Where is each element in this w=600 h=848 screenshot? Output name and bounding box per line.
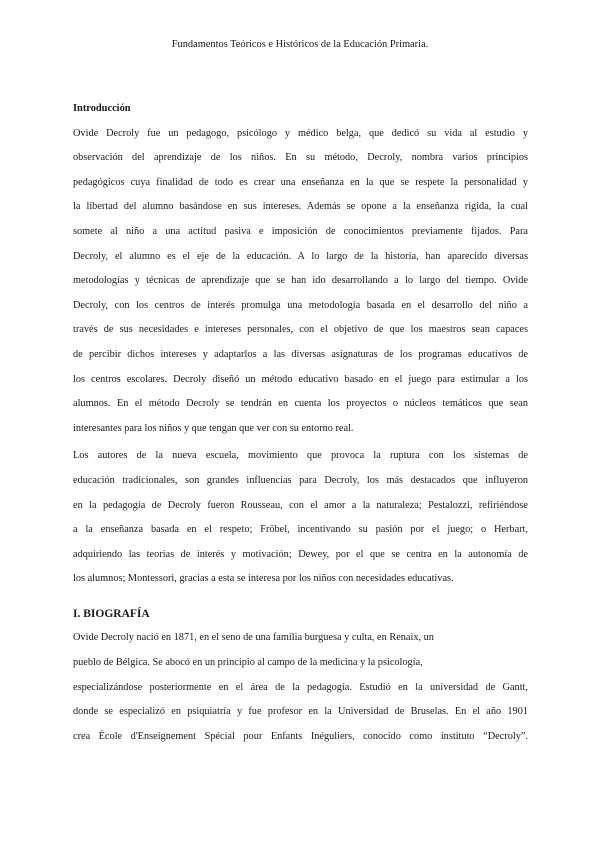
text-line: educación tradicionales, son grandes influencias para Decroly, los más destacados que influyeron xyxy=(73,474,528,486)
text-line: pueblo de Bélgica. Se abocó en un principio al campo de la medicina y la psicología, xyxy=(73,657,423,669)
text-line: la libertad del alumno basándose en sus intereses. Además se opone a la enseñanza rígida, la cual xyxy=(73,201,528,213)
text-line: Los autores de la nueva escuela, movimiento que provoca la ruptura con los sistemas de xyxy=(73,450,528,462)
text-line: observación del aprendizaje de los niños. En su método, Decroly, nombra varios principios xyxy=(73,152,528,164)
introduction-paragraph-2 xyxy=(73,444,528,592)
text-line: Ovide Decroly fue un pedagogo, psicólogo y médico belga, que dedicó su vida al estudio y xyxy=(73,127,528,139)
text-line: adquiriendo las teorías de interés y motivación; Dewey, por el que se centra en la autonomía de xyxy=(73,548,528,560)
text-line: Decroly, con los centros de interés promulga una metodología basada en el desarrollo del niño a xyxy=(73,299,528,311)
text-line: Decroly, el alumno es el eje de la educación. A lo largo de la historia, han aparecido diversas xyxy=(73,250,528,262)
text-line: a la enseñanza basada en el respeto; Fröbel, incentivando su pasión por el juego; o Herbart, xyxy=(73,524,528,536)
text-line: crea École d'Enseignement Spécial pour Enfants Inéguliers, conocido como instituto “Decroly”. xyxy=(73,730,528,742)
biography-paragraph-1 xyxy=(73,626,528,749)
text-line: alumnos. En el método Decroly se tendrán en cuenta los proyectos o núcleos temáticos que sean xyxy=(73,398,528,410)
text-line: metodologías y técnicas de aprendizaje que se han ido desarrollando a lo largo del tiempo. Ovide xyxy=(73,275,528,287)
text-line: pedagógicos cuya finalidad de todo es crear una enseñanza en la que se respete la personalidad y xyxy=(73,176,528,188)
text-line: somete al niño a una actitud pasiva e imposición de conocimientos previamente fijados. Para xyxy=(73,225,528,237)
introduction-paragraph-1 xyxy=(73,122,528,442)
text-line: especializándose posteriormente en el área de la pedagogía. Estudió en la universidad de Gantt, xyxy=(73,681,528,693)
text-line: de percibir dichos intereses y adaptarlos a las diversas asignaturas de los programas educativos de xyxy=(73,348,528,360)
introduction-heading: Introducción xyxy=(73,103,131,114)
text-line: en la pedagogía de Decroly fueron Rousseau, con el amor a la naturaleza; Pestalozzi, refiriéndose xyxy=(73,499,528,511)
text-line: los alumnos; Montessori, gracias a esta se interesa por los niños con necesidades educativas. xyxy=(73,573,454,585)
text-line: través de sus necesidades e intereses personales, con el objetivo de que los maestros sean capaces xyxy=(73,324,528,336)
text-line: donde se especializó en psiquiatría y fue profesor en la Universidad de Bruselas. En el año 1901 xyxy=(73,706,528,718)
text-line: interesantes para los niños y que tengan que ver con su entorno real. xyxy=(73,422,354,434)
biography-heading: I. BIOGRAFÍA xyxy=(73,607,150,620)
document-body xyxy=(73,97,528,749)
page-header: Fundamentos Teóricos e Históricos de la Educación Primaria. xyxy=(171,39,429,50)
text-line: Ovide Decroly nació en 1871, en el seno de una familia burguesa y culta, en Renaix, un xyxy=(73,632,434,644)
text-line: los centros escolares. Decroly diseñó un método educativo basado en el juego para estimular a los xyxy=(73,373,528,385)
